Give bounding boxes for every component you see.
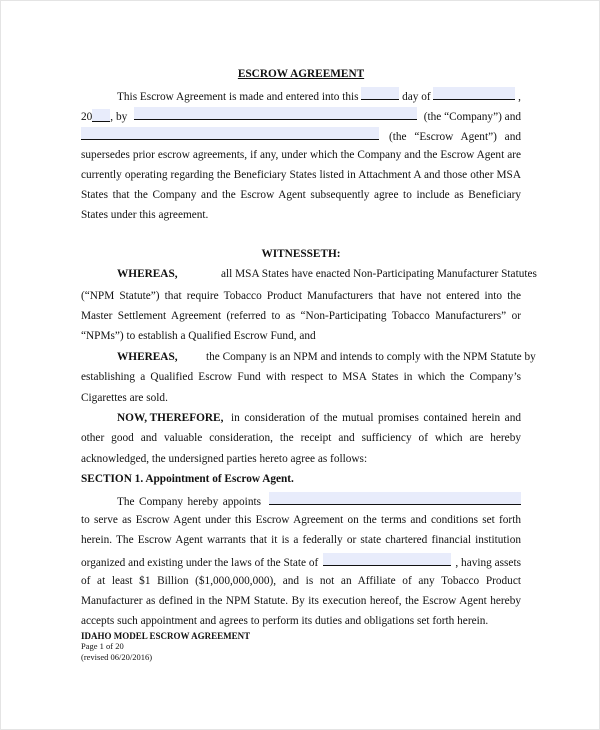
body-text: the Company is an NPM and intends to comply with the NPM Statute by	[206, 351, 536, 363]
whereas2-line-1	[81, 350, 536, 364]
body-text: establishing a Qualified Escrow Fund with respect to MSA States in which the Company’s	[81, 371, 521, 383]
intro-text: (the “Company”) and	[423, 111, 521, 123]
intro-text: States that the Company and the Escrow Agent subsequently agree to include as Beneficiary	[81, 189, 521, 201]
intro-text: States under this agreement.	[81, 209, 209, 221]
whereas1-line-1	[81, 267, 537, 281]
intro-text: day of	[402, 91, 431, 103]
body-text: “NPMs”) to establish a Qualified Escrow Fund, and	[81, 330, 316, 342]
intro-line-2	[81, 107, 521, 124]
intro-line-3	[81, 127, 521, 144]
body-text: Manufacturer as defined in the NPM Statute. By its execution hereof, the Escrow Agent hereby	[81, 595, 521, 607]
day-field[interactable]	[361, 87, 399, 100]
state-field[interactable]	[323, 553, 451, 566]
body-text: Master Settlement Agreement (referred to as “Non-Participating Tobacco Manufacturers” or	[81, 310, 521, 322]
document-title	[81, 67, 521, 81]
company-name-field[interactable]	[134, 107, 417, 120]
month-field[interactable]	[433, 87, 515, 100]
section-1-heading: SECTION 1. Appointment of Escrow Agent.	[81, 473, 294, 485]
body-text: in consideration of the mutual promises contained herein and	[231, 412, 521, 424]
intro-text: supersedes prior escrow agreements, if any, under which the Company and the Escrow Agent are	[81, 149, 521, 161]
intro-text: ,	[518, 91, 521, 103]
intro-text: , by	[110, 111, 128, 123]
body-text: , having assets	[455, 557, 521, 569]
body-text: herein. The Escrow Agent warrants that it is a federally or state chartered financial institution	[81, 534, 521, 546]
footer-document-name: IDAHO MODEL ESCROW AGREEMENT	[81, 631, 251, 641]
footer-revised-date: (revised 06/20/2016)	[81, 652, 153, 662]
body-text: of at least $1 Billion ($1,000,000,000), and is not an Affiliate of any Tobacco Product	[81, 575, 521, 587]
body-text: acknowledged, the undersigned parties hereto agree as follows:	[81, 453, 368, 465]
intro-text: 20	[81, 111, 93, 123]
whereas-lead: WHEREAS,	[117, 351, 178, 363]
body-text: to serve as Escrow Agent under this Escrow Agreement on the terms and conditions set forth	[81, 514, 521, 526]
witnesseth-heading: WITNESSETH:	[261, 248, 341, 260]
intro-text: This Escrow Agreement is made and entered into this	[117, 91, 359, 103]
intro-text: currently operating regarding the Beneficiary States listed in Attachment A and those other MSA	[81, 169, 521, 181]
body-text: other good and valuable consideration, the receipt and sufficiency of which are hereby	[81, 432, 521, 444]
body-text: Cigarettes are sold.	[81, 392, 168, 404]
body-text: organized and existing under the laws of the State of	[81, 557, 319, 569]
section1-line-4	[81, 553, 521, 570]
body-text: all MSA States have enacted Non-Participating Manufacturer Statutes	[221, 268, 537, 280]
body-text: (“NPM Statute”) that require Tobacco Product Manufacturers that have not entered into the	[81, 290, 521, 302]
body-text: accepts such appointment and agrees to perform its duties and obligations set forth herein.	[81, 615, 489, 627]
escrow-agent-name-field[interactable]	[81, 127, 379, 140]
whereas-lead: WHEREAS,	[117, 268, 178, 280]
intro-line-1	[81, 87, 521, 104]
appointed-agent-field[interactable]	[269, 492, 521, 505]
section1-line-1	[81, 492, 521, 509]
title-text: ESCROW AGREEMENT	[237, 68, 365, 80]
year-field[interactable]	[92, 109, 110, 122]
therefore-line-1	[81, 411, 521, 425]
body-text: The Company hereby appoints	[117, 496, 261, 508]
therefore-lead: NOW, THEREFORE,	[117, 412, 224, 424]
intro-text: (the “Escrow Agent”) and	[389, 131, 521, 143]
footer-page-number: Page 1 of 20	[81, 641, 124, 651]
